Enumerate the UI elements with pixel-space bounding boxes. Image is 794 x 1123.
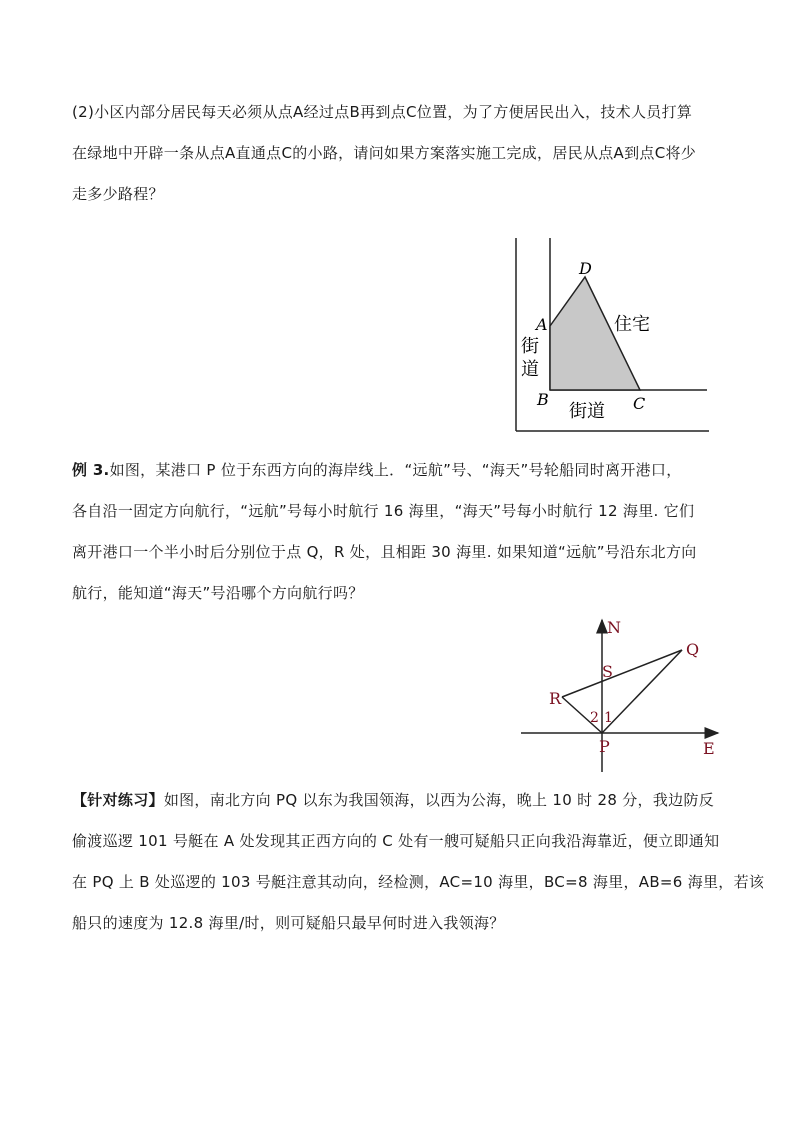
label-s: S <box>602 662 613 681</box>
practice-text: 如图，南北方向 PQ 以东为我国领海，以西为公海，晚上 10 时 28 分，我边防反 <box>163 791 715 809</box>
practice-line: 船只的速度为 12.8 海里/时，则可疑船只最早何时进入我领海？ <box>72 914 505 932</box>
question-2-line: (2)小区内部分居民每天必须从点A经过点B再到点C位置，为了方便居民出入，技术人员打算 <box>72 103 693 121</box>
example-3-line <box>72 450 728 491</box>
segment-pq <box>602 650 682 733</box>
example-3-label: 例 3. <box>72 461 110 479</box>
label-angle-1: 1 <box>604 710 613 726</box>
label-b: B <box>537 390 549 409</box>
practice-line: 在 PQ 上 B 处巡逻的 103 号艇注意其动向，经检测，AC=10 海里，BC=8 海里，AB=6 海里，若该 <box>72 873 765 891</box>
example-3 <box>72 450 728 614</box>
example-3-line: 各自沿一固定方向航行，“远航”号每小时航行 16 海里，“海天”号每小时航行 12 海里. 它们 <box>72 502 695 520</box>
example-3-text: 如图，某港口 P 位于东西方向的海岸线上．“远航”号、“海天”号轮船同时离开港口， <box>109 461 682 479</box>
label-angle-2: 2 <box>590 710 599 726</box>
segment-rq <box>562 650 682 697</box>
residence-label: 住宅 <box>614 314 650 335</box>
figure-street-diagram <box>500 228 720 438</box>
street-vertical-char-1: 街 <box>521 336 539 357</box>
practice-line <box>72 780 728 821</box>
street-horizontal-label: 街道 <box>569 401 605 422</box>
example-3-line: 航行，能知道“海天”号沿哪个方向航行吗？ <box>72 584 364 602</box>
label-c: C <box>633 394 646 413</box>
question-2-line: 在绿地中开辟一条从点A直通点C的小路，请问如果方案落实施工完成，居民从点A到点C将少 <box>72 144 697 162</box>
practice <box>72 780 765 944</box>
street-vertical-char-2: 道 <box>521 359 539 380</box>
question-2 <box>72 92 728 215</box>
label-e: E <box>703 739 715 758</box>
label-r: R <box>549 689 562 708</box>
question-2-line: 走多少路程？ <box>72 185 164 203</box>
practice-line: 偷渡巡逻 101 号艇在 A 处发现其正西方向的 C 处有一艘可疑船只正向我沿海靠近，便立即通知 <box>72 832 720 850</box>
label-p: P <box>599 737 610 756</box>
label-n: N <box>607 618 621 637</box>
figure-navigation-diagram <box>515 612 730 777</box>
example-3-line: 离开港口一个半小时后分别位于点 Q，R 处，且相距 30 海里. 如果知道“远航”号沿东北方向 <box>72 543 697 561</box>
label-q: Q <box>686 640 700 659</box>
practice-label: 【针对练习】 <box>72 791 164 809</box>
label-d: D <box>579 259 592 278</box>
label-a: A <box>536 315 548 334</box>
